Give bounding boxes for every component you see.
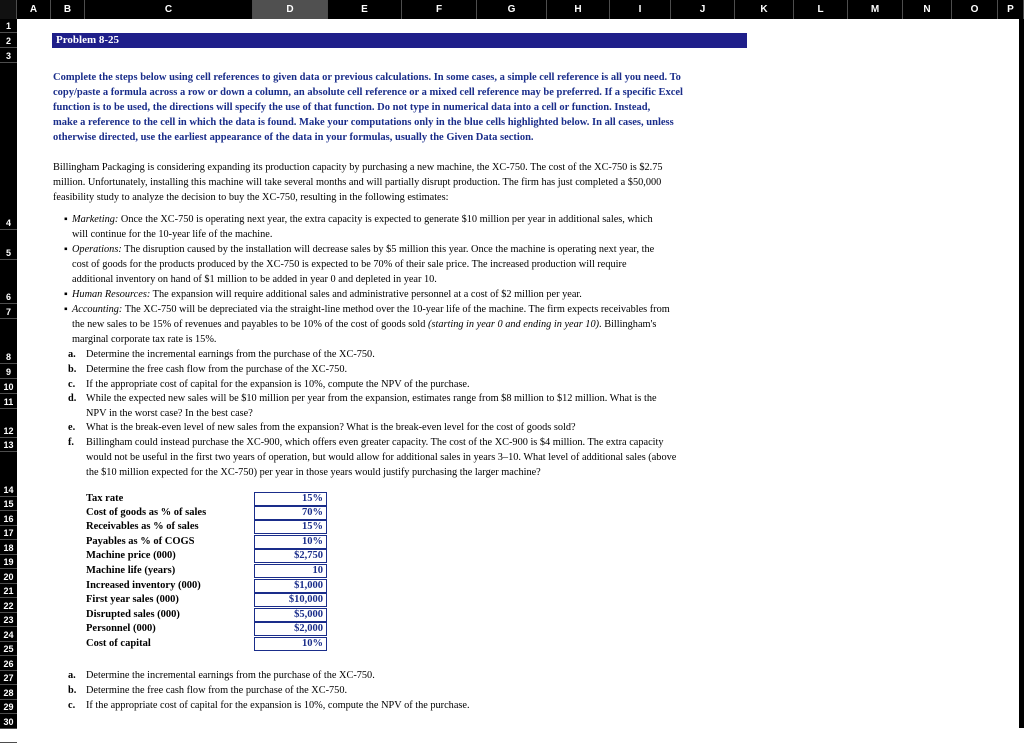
column-header-a[interactable]: A <box>17 0 51 19</box>
row-header[interactable]: 27 <box>0 671 17 685</box>
problem-title-bar <box>52 33 747 48</box>
question-letter: f. <box>68 437 75 448</box>
given-value-cost-of-capital[interactable]: 10% <box>254 637 327 651</box>
row-header[interactable]: 30 <box>0 714 17 729</box>
given-value-tax-rate[interactable]: 15% <box>254 492 327 506</box>
column-header-e[interactable]: E <box>328 0 402 19</box>
bullet-text-italic: (starting in year 0 and ending in year 10) <box>428 319 600 330</box>
bullet-head: Marketing: <box>72 214 119 225</box>
bullet-text: The XC-750 will be depreciated via the straight-line method over the 10-year life of the machine. The firm expects receivables from <box>122 304 670 315</box>
bullet-icon: ▪ <box>64 214 68 225</box>
question-text: Determine the free cash flow from the purchase of the XC-750. <box>86 364 348 375</box>
question-letter: a. <box>68 670 76 681</box>
column-header-i[interactable]: I <box>610 0 671 19</box>
question-letter: c. <box>68 379 76 390</box>
row-header[interactable]: 23 <box>0 613 17 627</box>
given-label-cogs-pct: Cost of goods as % of sales <box>86 507 207 518</box>
row-header[interactable]: 13 <box>0 438 17 452</box>
row-header[interactable]: 31 <box>0 729 17 743</box>
given-value-machine-price[interactable]: $2,750 <box>254 549 327 563</box>
row-header[interactable]: 22 <box>0 598 17 613</box>
question-letter: b. <box>68 364 77 375</box>
row-header[interactable]: 2 <box>0 33 17 48</box>
column-header-b[interactable]: B <box>51 0 85 19</box>
bullet-icon: ▪ <box>64 244 68 255</box>
question-text: What is the break-even level of new sales from the expansion? What is the break-even level for the cost of goods sold? <box>86 422 576 433</box>
row-header[interactable]: 16 <box>0 511 17 526</box>
question-letter: d. <box>68 393 77 404</box>
bullet-text: The expansion will require additional sales and administrative personnel at a cost of $2 million per year. <box>150 289 582 300</box>
question-line: NPV in the worst case? In the best case? <box>86 408 253 419</box>
question-text: Determine the free cash flow from the purchase of the XC-750. <box>86 685 348 696</box>
column-header-d[interactable]: D <box>253 0 328 19</box>
given-label-disrupted-sales: Disrupted sales (000) <box>86 609 180 620</box>
column-header-g[interactable]: G <box>477 0 547 19</box>
row-header[interactable]: 14 <box>0 452 17 497</box>
bullet-text: the new sales to be 15% of revenues and payables to be 10% of the cost of goods sold <box>72 319 429 330</box>
question-d <box>68 391 752 421</box>
row-header[interactable]: 24 <box>0 627 17 642</box>
bullet-text: additional inventory on hand of $1 million to be added in year 0 and depleted in year 10. <box>72 274 437 285</box>
given-label-tax-rate: Tax rate <box>86 493 124 504</box>
given-value-machine-life[interactable]: 10 <box>254 564 327 578</box>
question-letter: a. <box>68 349 76 360</box>
row-header[interactable]: 17 <box>0 526 17 540</box>
row-header[interactable]: 15 <box>0 497 17 511</box>
bullet-marketing <box>64 212 752 242</box>
row-header[interactable]: 25 <box>0 642 17 656</box>
intro-line: Billingham Packaging is considering expanding its production capacity by purchasing a new machine, the XC-750. The cost of the XC-750 is $2.75 <box>53 162 663 173</box>
bullet-human-resources <box>64 287 752 302</box>
question-line: Billingham could instead purchase the XC-900, which offers even greater capacity. The cost of the XC-900 is $4 million. The extra capacity <box>86 437 664 448</box>
question-letter: b. <box>68 685 77 696</box>
page-title: Problem 8-25 <box>56 34 120 46</box>
column-header-c[interactable]: C <box>85 0 253 19</box>
column-header-h[interactable]: H <box>547 0 610 19</box>
row-header[interactable]: 3 <box>0 48 17 63</box>
given-value-receivables-pct[interactable]: 15% <box>254 520 327 534</box>
given-value-disrupted-sales[interactable]: $5,000 <box>254 608 327 622</box>
question-f <box>68 435 752 480</box>
question-text <box>86 435 746 480</box>
row-header[interactable]: 8 <box>0 319 17 364</box>
right-edge-strip <box>1019 19 1024 728</box>
row-header[interactable]: 6 <box>0 260 17 304</box>
question-line: the $10 million expected for the XC-750) per year in those years would justify purchasing the larger machine? <box>86 467 541 478</box>
row-header[interactable]: 28 <box>0 685 17 700</box>
question-text: If the appropriate cost of capital for the expansion is 10%, compute the NPV of the purchase. <box>86 700 470 711</box>
bullet-text: The disruption caused by the installation will decrease sales by $5 million this year. Once the machine is operating next year, the <box>121 244 655 255</box>
question-text: If the appropriate cost of capital for the expansion is 10%, compute the NPV of the purchase. <box>86 379 470 390</box>
bullet-text: Once the XC-750 is operating next year, the extra capacity is expected to generate $10 million per year in additional sales, which <box>118 214 653 225</box>
instruction-line: make a reference to the cell in which the data is found. Make your computations only in the blue cells highlighted below. In all cases, unless <box>53 117 674 128</box>
instruction-line: function is to be used, the directions will specify the use of that function. Do not type in numerical data into a cell or function. Instead, <box>53 102 651 113</box>
column-header-l[interactable]: L <box>794 0 848 19</box>
row-header[interactable]: 1 <box>0 19 17 33</box>
row-header[interactable]: 9 <box>0 364 17 379</box>
instruction-line: copy/paste a formula across a row or down a column, an absolute cell reference or a mixed cell reference may be preferred. If a specific Excel <box>53 87 683 98</box>
bullet-text: will continue for the 10-year life of the machine. <box>72 229 273 240</box>
question-text: Determine the incremental earnings from the purchase of the XC-750. <box>86 670 375 681</box>
question-text <box>86 391 746 421</box>
row-header[interactable]: 19 <box>0 555 17 569</box>
row-header[interactable]: 12 <box>0 409 17 438</box>
column-header-m[interactable]: M <box>848 0 903 19</box>
instruction-line: Complete the steps below using cell references to given data or previous calculations. In some cases, a simple cell reference is all you need. To <box>53 72 681 83</box>
given-label-cost-of-capital: Cost of capital <box>86 638 151 649</box>
bullet-text: cost of goods for the products produced by the XC-750 is expected to be 70% of their sale price. The increased production will require <box>72 259 627 270</box>
column-header-f[interactable]: F <box>402 0 477 19</box>
column-header-bar <box>0 0 1024 19</box>
given-value-cogs-pct[interactable]: 70% <box>254 506 327 520</box>
column-header-k[interactable]: K <box>735 0 794 19</box>
column-header-o[interactable]: O <box>952 0 998 19</box>
bullet-icon: ▪ <box>64 304 68 315</box>
given-value-inventory[interactable]: $1,000 <box>254 579 327 593</box>
row-header[interactable]: 21 <box>0 584 17 598</box>
question-letter: c. <box>68 700 76 711</box>
bullet-accounting <box>64 302 752 347</box>
column-header-j[interactable]: J <box>671 0 735 19</box>
column-header-p[interactable]: P <box>998 0 1024 19</box>
question-text: Determine the incremental earnings from the purchase of the XC-750. <box>86 349 375 360</box>
given-label-machine-life: Machine life (years) <box>86 565 176 576</box>
row-header[interactable]: 29 <box>0 700 17 714</box>
given-label-first-year-sales: First year sales (000) <box>86 594 179 605</box>
given-value-personnel[interactable]: $2,000 <box>254 622 327 636</box>
bullet-text: marginal corporate tax rate is 15%. <box>72 334 217 345</box>
select-all-corner[interactable] <box>0 0 17 19</box>
bullet-operations <box>64 242 752 287</box>
row-header[interactable]: 4 <box>0 63 17 230</box>
row-header[interactable]: 11 <box>0 394 17 409</box>
bullet-head: Human Resources: <box>72 289 151 300</box>
given-label-receivables-pct: Receivables as % of sales <box>86 521 199 532</box>
question-line: While the expected new sales will be $10 million per year from the expansion, estimates range from $8 million to $12 million. What is the <box>86 393 657 404</box>
bullet-icon: ▪ <box>64 289 68 300</box>
bullet-head: Accounting: <box>72 304 123 315</box>
row-header[interactable]: 7 <box>0 304 17 319</box>
row-header[interactable]: 18 <box>0 540 17 555</box>
given-value-payables-pct[interactable]: 10% <box>254 535 327 549</box>
row-header[interactable]: 10 <box>0 379 17 394</box>
intro-line: million. Unfortunately, installing this machine will take several months and will partially disrupt production. The firm has just completed a $50,000 <box>53 177 662 188</box>
instruction-line: otherwise directed, use the earliest appearance of the data in your formulas, usually the Given Data section. <box>53 132 534 143</box>
row-header[interactable]: 5 <box>0 230 17 260</box>
row-header[interactable]: 20 <box>0 569 17 584</box>
row-header-bar <box>0 19 17 741</box>
given-label-personnel: Personnel (000) <box>86 623 156 634</box>
bullet-text: . Billingham's <box>599 319 657 330</box>
column-header-n[interactable]: N <box>903 0 952 19</box>
bullet-head: Operations: <box>72 244 122 255</box>
row-header[interactable]: 26 <box>0 656 17 671</box>
intro-line: feasibility study to analyze the decision to buy the XC-750, resulting in the following estimates: <box>53 192 449 203</box>
given-value-first-year-sales[interactable]: $10,000 <box>254 593 327 607</box>
given-label-machine-price: Machine price (000) <box>86 550 176 561</box>
given-label-payables-pct: Payables as % of COGS <box>86 536 195 547</box>
question-letter: e. <box>68 422 76 433</box>
question-line: would not be useful in the first two years of operation, but would allow for additional sales in years 3–10. What level of additional sales (above <box>86 452 677 463</box>
given-label-inventory: Increased inventory (000) <box>86 580 201 591</box>
